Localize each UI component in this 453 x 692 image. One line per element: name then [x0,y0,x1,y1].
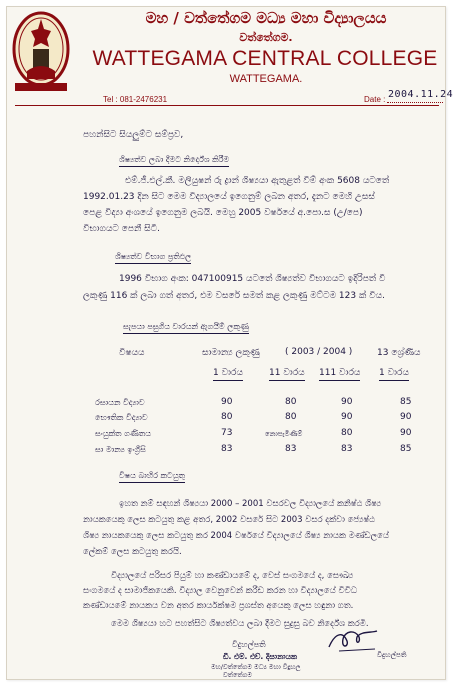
table-cell: 85 [400,444,412,454]
table-row-subject: භෞතික විද්‍යාව [95,413,148,422]
handwritten-signature [325,627,381,655]
section4-paragraph-line: කණ්ඩායමේ නායකය වන අතර කාර්යක්ෂම ප්‍රශස්ත අයෙකු ලෙස හඳුනා ගත. [83,601,354,611]
table-year-range: ( 2003 / 2004 ) [285,347,353,357]
table-cell: 90 [400,412,412,422]
section1-line: 1992.01.23 දින සිට මෙම විද්‍යාලයේ ඉගෙනුම් ලබන අතර, දැනට මෙහි උසස් [83,192,375,202]
letterhead-english-title: WATTEGAMA CENTRAL COLLEGE [92,47,438,70]
table-cell: 90 [341,412,353,422]
table-term-header: 1 වාරය [379,367,409,381]
letterhead-telephone: Tel : 081-2476231 [103,95,168,104]
section4-heading: විෂය බාහිර කටයුතු [119,470,185,483]
section4-paragraph-line: ශිෂ්‍ය නායකයෙකු ලෙස කටයුතු කර 2004 වර්ෂයේ විද්‍යාලයේ ශිෂ්‍ය නායක මණ්ඩලයේ [83,531,389,541]
letterhead-sinhala-title: මහ / වත්තේගම මධ්‍ය මහා විද්‍යාලයය [145,9,387,27]
section4-paragraph-line: නායකයෙකු ලෙස කටයුතු කළ අතර, 2002 වසරේ සිට 2003 වසර දක්වා ජ්‍යෙෂ්ඨ [83,515,375,525]
section2-heading: ශිෂ්‍යත්ව විභාග ප්‍රතිඵල [115,251,191,264]
letter-page [6,6,453,680]
table-cell: 80 [341,428,353,438]
signature-designation: මහ/වත්තේගම මධ්‍ය මහා විදුහල [211,663,301,671]
section2-line: ලකුණු 116 ක් ලබා ගත් අතර, එම වසරේ සමත් කළ ලකුණු මට්ටම 123 ක් විය. [83,291,385,301]
table-row-subject: රසායන විද්‍යාව [95,398,145,407]
date-dotted-line [387,102,443,103]
table-cell: 73 [221,428,233,438]
table-subject-header: විෂයය [119,348,145,358]
college-crest-logo [11,9,73,93]
signature-place: වත්තේගම [223,671,252,679]
letterhead-sinhala-place: වත්තේගම. [239,31,293,44]
table-grade-header: 13 ශ්‍රේණිය [377,348,421,358]
table-cell: 85 [400,397,412,407]
date-label: Date : [364,95,386,104]
signature-name: ඩී. එම්. එච්. දිසානායක [223,652,298,661]
salutation: පහන්සිට සියලුම්ට සම්ප්‍රව, [83,130,184,140]
table-group-header: සාමාන්‍ය ලකුණු [202,348,260,358]
table-row-subject: සංයුක්ත ගණිතය [95,429,152,438]
section4-paragraph-line: විද්‍යාලයේ පරිසර පියුම් හා කණ්ඩායමේ ද, වෙස් සංගමයේ ද, සෞඛ්‍ය [111,571,354,581]
section4-paragraph-line: ලේකම් ලෙස කටයුතු කරයි. [83,547,182,557]
section4-paragraph-line: සංගමයේ ද සාමාජිකයෙකි. විද්‍යාල වෙනුවෙන් කරීඩ කරන හා විද්‍යාලයේ විවිධ [83,586,357,596]
table-term-header: 11 වාරය [269,367,305,381]
section1-line: විභාගයට පෙනී සිටී. [83,224,160,234]
table-cell: 80 [285,412,297,422]
section2-line: 1996 විභාග අංක: 047100915 යටතේ ශිෂ්‍යත්ව විභාගයට ඉදිරිපත් වී [119,274,386,284]
table-cell: 80 [285,397,297,407]
section1-heading: ශිෂ්‍යත්ව ලබා දීමට නිර්දේශ කිරීම [119,154,229,167]
closing-recommendation: මෙම ශිෂ්‍යයා හට පහත්සිට ශිෂ්‍යත්වය ලබා දීමට සුදුසු බව නිර්දේශ කරමි. [111,619,369,629]
letterhead-divider [15,105,439,106]
table-cell: 80 [221,412,233,422]
section1-line: එම්.ජී.එල්.කී. මලියුෂන් රු ද්‍රාන් ශිෂ්‍යයා ඇතුළත් වීම් අංක 5608 යටතේ [125,176,390,186]
signature-title: විදුහල්පති [232,640,266,649]
table-term-header: 111 වාරය [319,367,360,381]
table-cell: 90 [400,428,412,438]
signature-caption: විදුහල්පති [377,651,407,659]
section1-line: පෙළ විද්‍යා අංශයේ ඉගෙනුම ලබයි. මෙහු 2005 වර්ෂයේ අ.පො.ස (උ/පෙ) [83,208,363,218]
table-cell: 90 [341,397,353,407]
table-cell: 83 [341,444,353,454]
table-cell: 90 [221,397,233,407]
section4-paragraph-line: ඉහත නම් සඳහන් ශිෂ්‍යයා 2000 – 2001 වසරවල විද්‍යාලයේ කනිෂ්ඨ ශිෂ්‍ය [119,499,382,509]
table-cell: 83 [285,444,297,454]
letterhead-english-place: WATTEGAMA. [229,73,303,85]
section3-heading: සැපයා පසුගිය වාරයන් ඇගයීම් ලකුණු [123,321,249,334]
table-row-subject: සා මාන්‍ය ඉංග්‍රීසි [95,445,146,454]
table-cell: නොපැමිණිම් [265,430,303,438]
table-term-header: 1 වාරය [213,367,243,381]
table-cell: 83 [221,444,233,454]
date-value: 2004.11.24 [388,89,453,100]
